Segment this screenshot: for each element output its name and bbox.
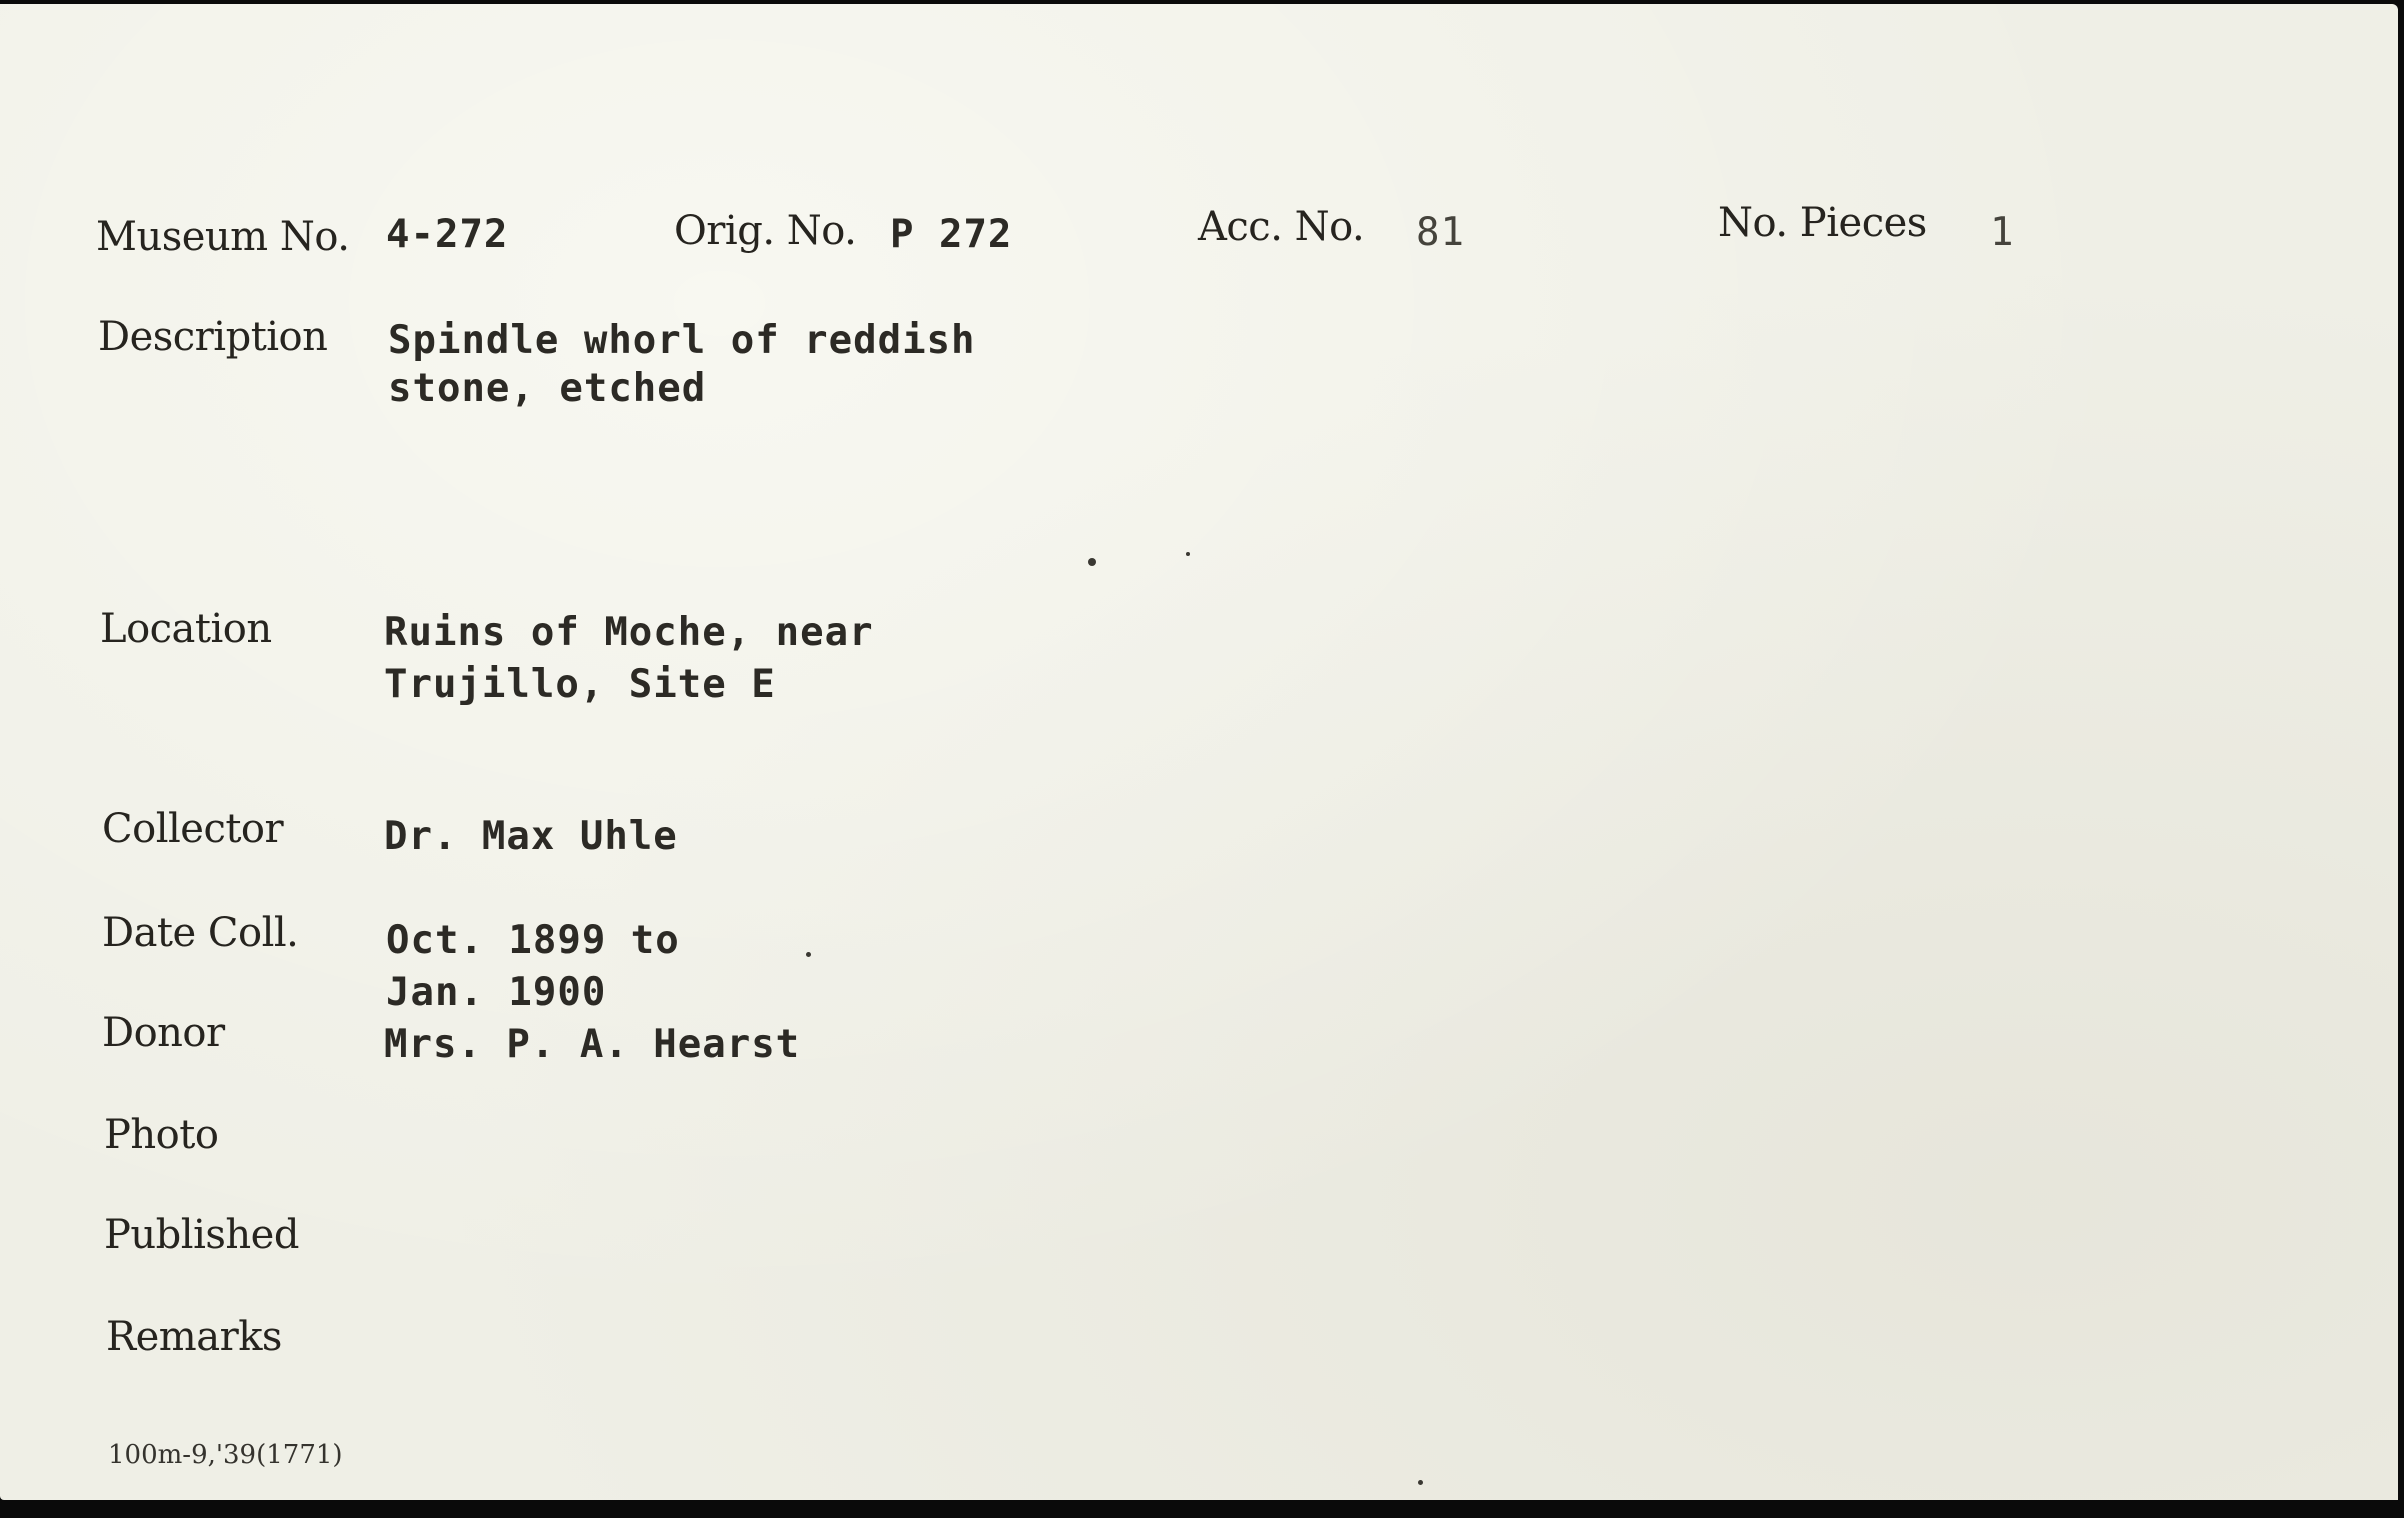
photo-label: Photo xyxy=(104,1112,219,1158)
description-label: Description xyxy=(98,314,328,360)
no-pieces-value: 1 xyxy=(1990,210,2015,255)
collector-value: Dr. Max Uhle xyxy=(384,814,678,859)
paper-speck xyxy=(1186,552,1190,556)
date-coll-line-2: Jan. 1900 xyxy=(386,970,607,1015)
remarks-label: Remarks xyxy=(106,1314,282,1360)
no-pieces-label: No. Pieces xyxy=(1718,200,1927,246)
published-label: Published xyxy=(104,1212,299,1258)
donor-label: Donor xyxy=(102,1010,225,1056)
museum-no-value: 4-272 xyxy=(386,212,509,257)
paper-speck xyxy=(806,952,811,957)
museum-no-label: Museum No. xyxy=(96,214,350,260)
location-label: Location xyxy=(100,606,272,652)
acc-no-label: Acc. No. xyxy=(1198,204,1365,250)
paper-speck xyxy=(1088,558,1096,566)
date-coll-line-1: Oct. 1899 to xyxy=(386,918,680,963)
print-code: 100m-9,'39(1771) xyxy=(108,1440,343,1470)
collector-label: Collector xyxy=(102,806,284,852)
donor-value: Mrs. P. A. Hearst xyxy=(384,1022,801,1067)
orig-no-label: Orig. No. xyxy=(674,208,857,254)
acc-no-value: 81 xyxy=(1416,210,1465,255)
location-line-1: Ruins of Moche, near xyxy=(384,610,874,655)
description-line-2: stone, etched xyxy=(388,366,707,411)
catalog-card xyxy=(0,4,2398,1500)
paper-speck xyxy=(1418,1480,1423,1485)
orig-no-value: P 272 xyxy=(890,212,1013,257)
location-line-2: Trujillo, Site E xyxy=(384,662,776,707)
date-coll-label: Date Coll. xyxy=(102,910,299,956)
description-line-1: Spindle whorl of reddish xyxy=(388,318,976,363)
